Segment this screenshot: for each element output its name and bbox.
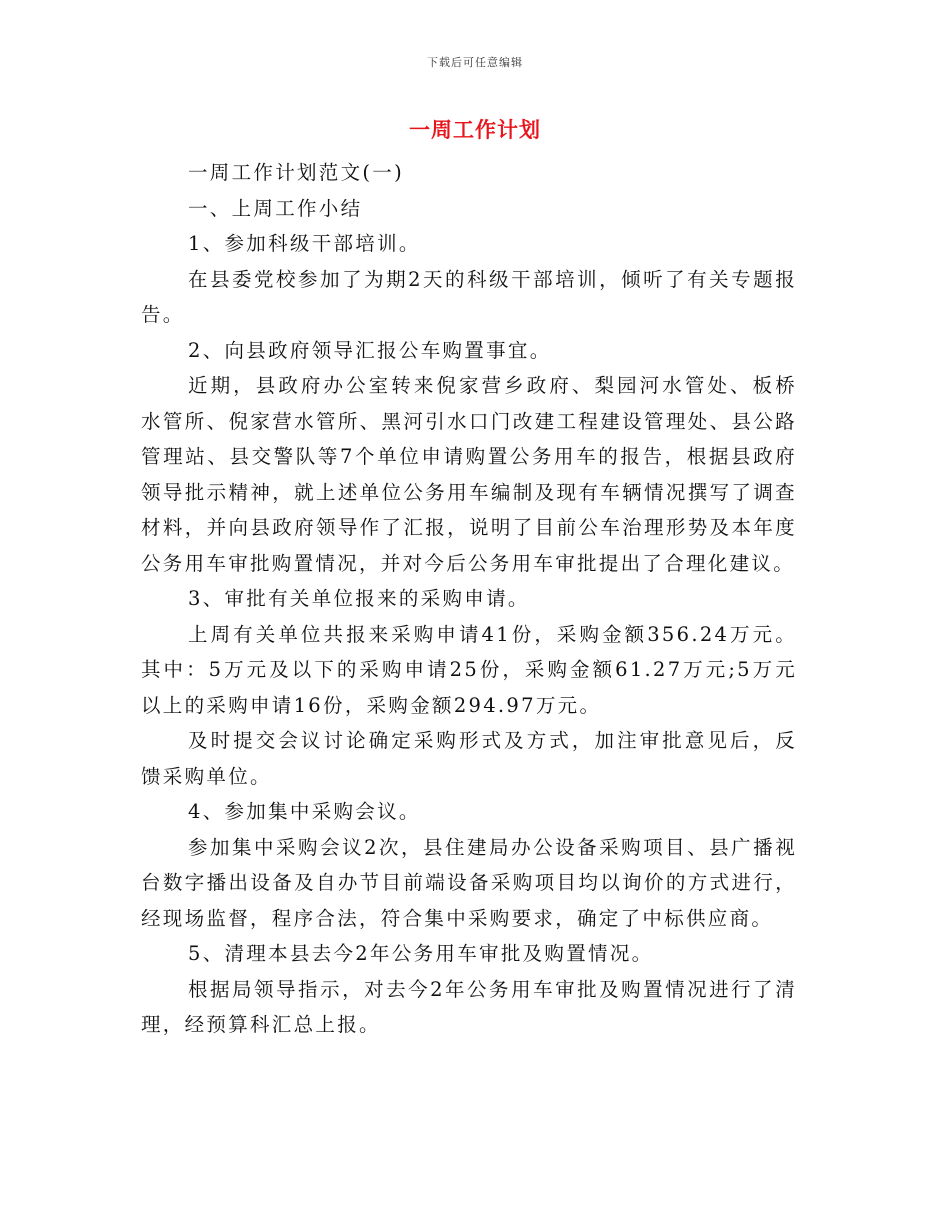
paragraph-item-3-heading: 3、审批有关单位报来的采购申请。 xyxy=(188,587,530,610)
document-title: 一周工作计划 xyxy=(409,117,541,142)
header-note: 下载后可任意编辑 xyxy=(427,56,523,69)
paragraph-subtitle: 一周工作计划范文(一) xyxy=(188,161,405,184)
paragraph-section-heading: 一、上周工作小结 xyxy=(188,196,363,220)
paragraph-item-2-heading: 2、向县政府领导汇报公车购置事宜。 xyxy=(188,338,552,362)
paragraph-item-4-heading: 4、参加集中采购会议。 xyxy=(188,800,421,823)
paragraph-item-3-followup: 及时提交会议讨论确定采购形式及方式，加注审批意见后，反馈采购单位。 xyxy=(141,729,797,788)
paragraph-item-1-text: 在县委党校参加了为期2天的科级干部培训，倾听了有关专题报告。 xyxy=(141,267,797,326)
paragraph-item-5-text: 根据局领导指示，对去今2年公务用车审批及购置情况进行了清理，经预算科汇总上报。 xyxy=(141,977,797,1036)
paragraph-item-2-text: 近期，县政府办公室转来倪家营乡政府、梨园河水管处、板桥水管所、倪家营水管所、黑河引水口门改建工程建设管理处、县公路管理站、县交警队等7个单位申请购置公务用车的报告，根据县政府领导批示精神，就上述单位公务用车编制及现有车辆情况撰写了调查材料，并向县政府领导作了汇报，说明了目前公车治理形势及本年度公务用车审批购置情况，并对今后公务用车审批提出了合理化建议。 xyxy=(141,374,797,575)
document-body xyxy=(141,155,797,1043)
paragraph-item-3-text: 上周有关单位共报来采购申请41份，采购金额356.24万元。其中：5万元及以下的采购申请25份，采购金额61.27万元;5万元以上的采购申请16份，采购金额294.97万元。 xyxy=(141,622,797,717)
paragraph-item-1-heading: 1、参加科级干部培训。 xyxy=(188,232,421,255)
paragraph-item-5-heading: 5、清理本县去今2年公务用车审批及购置情况。 xyxy=(188,942,654,965)
paragraph-item-4-text: 参加集中采购会议2次，县住建局办公设备采购项目、县广播视台数字播出设备及自办节目前端设备采购项目均以询价的方式进行，经现场监督，程序合法，符合集中采购要求，确定了中标供应商。 xyxy=(141,835,797,930)
